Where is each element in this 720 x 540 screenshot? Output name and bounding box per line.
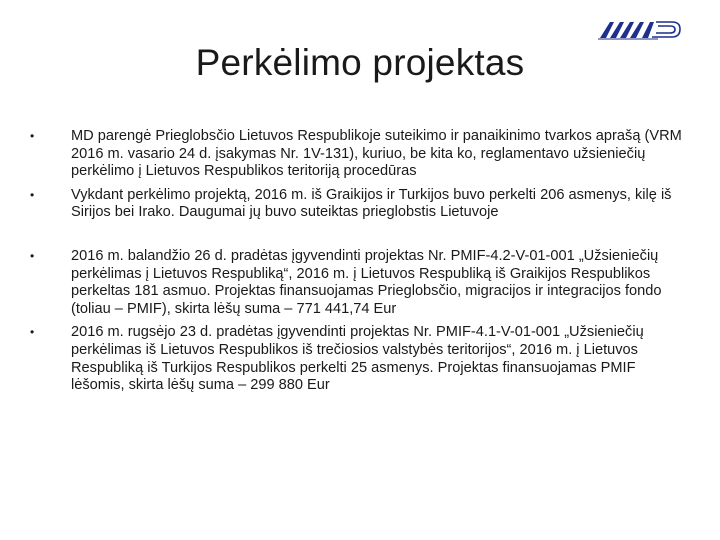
list-item (30, 324, 690, 394)
bullet-text: MD parengė Prieglobsčio Lietuvos Respublikoje suteikimo ir panaikinimo tvarkos aprašą (VRM 2016 m. vasario 24 d. įsakymas Nr. 1V-131), kuriuo, be kita ko, reglamentavo užsieniečių perkėlimo į Lietuvos Respublikos teritoriją procedūras (71, 128, 682, 180)
list-item (30, 187, 690, 222)
list-item (30, 128, 690, 181)
ministry-logo-icon (598, 18, 682, 40)
bullet-text: 2016 m. rugsėjo 23 d. pradėtas įgyvendinti projektas Nr. PMIF-4.1-V-01-001 „Užsieniečių perkėlimas iš Lietuvos Respublikos iš trečiosios valstybės teritorijos“, 2016 m. į Lietuvos Respubliką iš Turkijos Respublikos perkelti 25 asmenys. Projektas finansuojamas PMIF lėšomis, skirta lėšų suma – 299 880 Eur (71, 324, 644, 394)
bullet-list (30, 128, 690, 395)
bullet-dot: • (30, 129, 35, 143)
bullet-dot: • (30, 248, 35, 263)
slide-title: Perkėlimo projektas (195, 42, 525, 83)
bullet-dot: • (30, 325, 35, 340)
bullet-text: Vykdant perkėlimo projektą, 2016 m. iš Graikijos ir Turkijos buvo perkelti 206 asmenys, kilę iš Sirijos bei Irako. Daugumai jų buvo suteiktas prieglobstis Lietuvoje (71, 186, 672, 221)
bullet-dot: • (30, 187, 35, 202)
list-item (30, 248, 690, 318)
bullet-text: 2016 m. balandžio 26 d. pradėtas įgyvendinti projektas Nr. PMIF-4.2-V-01-001 „Užsieniečių perkėlimas į Lietuvos Respubliką“, 2016 m. į Lietuvos Respubliką iš Graikijos Respublikos perkeltas 181 asmuo. Projektas finansuojamas Prieglobsčio, migracijos ir integracijos fondo (toliau – PMIF), skirta lėšų suma – 771 441,74 Eur (71, 247, 662, 317)
